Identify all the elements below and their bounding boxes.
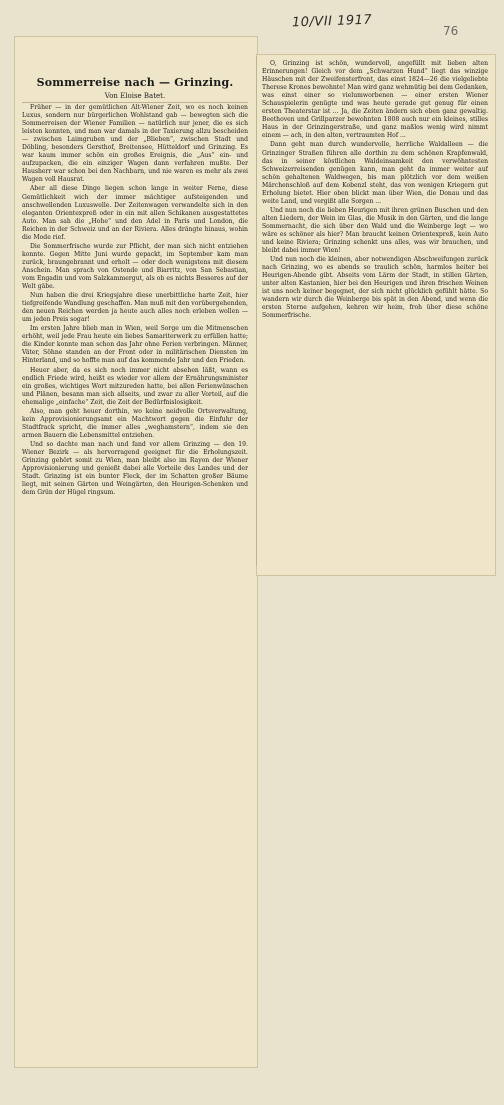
handwritten-date: 10/VII 1917	[291, 12, 373, 31]
paragraph: Im ersten Jahre blieb man in Wien, weil Sorge um die Mitmenschen erhöht, weil jede Frau heute ein liebes Samariterwerk zu erfüllen hatte; die Kinder konnte man schon das Jahr ohne Ferien verbringen. Männer, Väter, Söhne standen an der Front oder in militärischen Diensten im Hinterland, und so hoffte man auf das kommende Jahr und den Frieden.	[22, 325, 248, 365]
paragraph: Und so dachte man nach und fand vor allem Grinzing — den 19. Wiener Bezirk — als hervorragend geeignet für die Erholungszeit. Grinzing gehört somit zu Wien, man bleibt also im Rayon der Wiener Approvisionierung und genießt dabei alle Vorteile des Landes und der Stadt. Grinzing ist ein bunter Fleck, der im Schatten großer Bäume liegt, mit seinen Gärten und Weingärten, den Heurigen-Schenken und dem Grün der Hügel ringsum.	[22, 440, 248, 497]
paragraph: Aber all diese Dinge liegen schon lange in weiter Ferne, diese Gemütlichkeit wich der immer mächtiger aufsteigenden und anschwellenden Luxuswelle. Der Zeitenwagen verwandelte sich in den eleganten Orientexpreß oder in ein mit allen Schikanen ausgestattetes Auto. Man sah die „Hohe“ und den Adel in Paris und London, die Reichen in der Schweiz und an der Riviera. Alles drängte hinaus, wohin die Mode rief.	[22, 185, 248, 241]
paragraph: Früher — in der gemütlichen Alt-Wiener Zeit, wo es noch keinen Luxus, sondern nur bürgerlichen Wohlstand gab — bewegten sich die Sommerreisen der Wiener Familien — natürlich nur jener, die es sich leisten konnten, und man war damals in der Taxierung allzu bescheiden — zwischen Laimgruben und der „Blieben“, zwischen Stadt und Döbling, besonders Gersthof, Breitensee, Hütteldorf und Grinzing. Es war kaum immer schön ein großes Ereignis, die „Aus“ ein- und aufzupacken, die ein einziger Wagen dann verfahren mußte. Der Hausherr war schon bei den Nachbarn, und nie waren es mehr als zwei Wagen voll Hausrat.	[22, 104, 248, 184]
paragraph: Also, man geht heuer dorthin, wo keine neidvolle Ortsverwaltung, kein Approvisionierungsamt ein Machtwort gegen die Einfuhr der Stadtfrack spricht, die immer alles „weghamstern“, indem sie den armen Bauern die Lebensmittel entziehen.	[22, 407, 248, 439]
article-author: Von Eloise Batet.	[104, 92, 166, 100]
article-column-right	[262, 60, 488, 574]
paragraph: Heuer aber, da es sich noch immer nicht absehen läßt, wann es endlich Friede wird, heißt es wieder vor allem der Ernährungsminister ein großes, wichtiges Wort mitzureden hatte, bei allen Ferienwünschen und Plänen, besann man sich allseits, und zwar zu aller Vorteil, auf die ehemalige „einfache“ Zeit, die Zeit der Bedürfnislosigkeit.	[22, 366, 248, 406]
article-title: Sommerreise nach — Grinzing.	[36, 76, 234, 89]
paragraph: Nun haben die drei Kriegsjahre diese unerbittliche harte Zeit, hier tiefgreifende Wandlung geschaffen. Man muß mit den vorübergehenden, den neuen Reichen werden ja heute auch alles noch erleben wollen — um jeden Preis sogar!	[22, 292, 248, 324]
article-column-left	[22, 104, 248, 1060]
paragraph: O, Grinzing ist schön, wundervoll, angefüllt mit lieben alten Erinnerungen! Gleich vor dem „Schwarzen Hund“ liegt das winzige Häuschen mit der Zweifensterfront, das einst 1824—26 die vielgeliebte Therese Krones bewohnte! Man wird ganz wehmütig bei dem Gedanken, was einst einer so vielumworbenen — einer ersten Wiener Schauspielerin genügte und was heute gerade gut genug für einen ersten Theaterstar ist ... Ja, die Zeiten ändern sich eben ganz gewaltig. Beethoven und Grillparzer bewohnten 1808 auch nur ein kleines, stilles Haus in der Grinzingerstraße, und ganz maßlos wenig wird nimmt einem — ach, in den alten, vertraumten Hof ...	[262, 60, 488, 140]
paragraph: Dann geht man durch wundervolle, herrliche Waldalleen — die Grinzinger Straßen führen alle dorthin zu dem schönen Krapfenwald, das in seiner köstlichen Waldeinsamkeit den verwöhntesten Schweizerreisenden genügen kann, man geht da immer weiter auf schön gehaltenen Waldwegen, bis man plötzlich vor dem weißen Märchenschloß auf dem Kobenzl steht, das von wenigen Kriegern gut Erholung bietet. Hier oben blickt man über Wien, die Donau und das weite Land, und vergißt alle Sorgen ...	[262, 141, 488, 205]
paragraph: Die Sommerfrische wurde zur Pflicht, der man sich nicht entziehen konnte. Gegen Mitte Juni wurde gepackt, im September kam man zurück, braungebrannt und erholt — oder doch wenigstens mit diesem Anschein. Man sprach von Ostende und Biarritz, von San Sebastian, vom Engadin und vom Salzkammergut, als ob es nichts Besseres auf der Welt gäbe.	[22, 242, 248, 291]
paragraph: Und nun noch die kleinen, aber notwendigen Abschweifungen zurück nach Grinzing, wo es abends so traulich schön, harmlos heiter bei Heurigen-Abende gibt. Abseits vom Lärm der Stadt, in stillen Gärten, unter alten Kastanien, hier bei den Heurigen und ihren frischen Weinen ist uns noch keiner begegnet, der sich nicht glücklich gefühlt hätte. So wandern wir durch die Weinberge bis spät in den Abend, und wenn die ersten Sterne aufgehen, kehren wir heim, froh über diese schöne Sommerfrische.	[262, 256, 488, 320]
column-divider	[256, 56, 257, 566]
archive-number: 76	[443, 24, 459, 38]
paragraph: Und nun noch die lieben Heurigen mit ihren grünen Buschen und den alten Liedern, der Wein im Glas, die Musik in den Gärten, und die lange Sommernacht, die sich über den Wald und die Weinberge legt — wo wäre es schöner als hier? Man braucht keinen Orientexpreß, kein Auto und keine Riviera; Grinzing schenkt uns alles, was wir brauchen, und bleibt dabei immer Wien!	[262, 206, 488, 255]
title-rule	[22, 102, 248, 103]
